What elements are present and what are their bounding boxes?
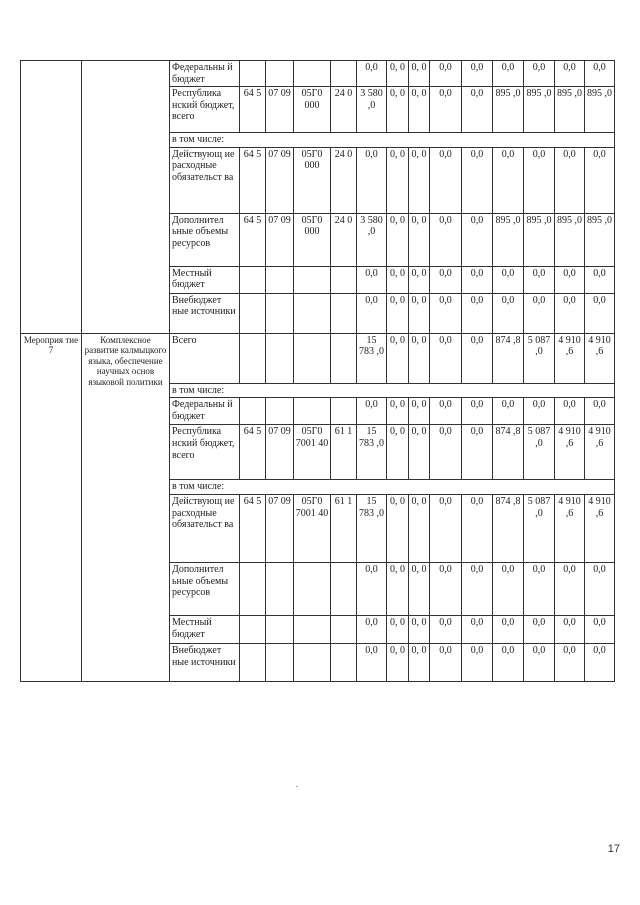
value-cell	[331, 61, 357, 87]
value-cell: 05Г0 7001 40	[294, 494, 331, 562]
value-cell: 0,0	[555, 61, 585, 87]
value-cell	[331, 398, 357, 425]
value-cell: 0,0	[555, 266, 585, 293]
value-cell: 874 ,8	[493, 425, 524, 480]
value-cell: 0,0	[524, 398, 555, 425]
value-cell	[331, 266, 357, 293]
value-cell: 15 783 ,0	[357, 494, 387, 562]
value-cell	[266, 293, 294, 333]
value-cell	[266, 562, 294, 615]
value-cell	[240, 293, 266, 333]
value-cell: 64 5	[240, 425, 266, 480]
value-cell: 0, 0	[387, 266, 409, 293]
value-cell: 0,0	[493, 398, 524, 425]
value-cell: 0,0	[585, 266, 615, 293]
value-cell: 0,0	[430, 147, 462, 213]
value-cell: 24 0	[331, 87, 357, 133]
value-cell: 0, 0	[387, 562, 409, 615]
value-cell: 0,0	[357, 562, 387, 615]
value-cell: 895 ,0	[524, 87, 555, 133]
value-cell: 0, 0	[387, 494, 409, 562]
row-label: Дополнител ьные объемы ресурсов	[170, 562, 240, 615]
value-cell: 0,0	[524, 293, 555, 333]
value-cell: 4 910 ,6	[555, 425, 585, 480]
row-label: в том числе:	[170, 480, 615, 495]
row-label: в том числе:	[170, 383, 615, 398]
value-cell: 05Г0 000	[294, 147, 331, 213]
value-cell	[266, 398, 294, 425]
value-cell: 874 ,8	[493, 494, 524, 562]
value-cell: 0,0	[524, 562, 555, 615]
value-cell: 0,0	[555, 293, 585, 333]
value-cell: 0,0	[493, 562, 524, 615]
value-cell: 0,0	[430, 562, 462, 615]
value-cell: 895 ,0	[493, 87, 524, 133]
value-cell: 0, 0	[387, 147, 409, 213]
row-label: Внебюджет ные источники	[170, 293, 240, 333]
row-label: Федеральны й бюджет	[170, 61, 240, 87]
value-cell: 61 1	[331, 494, 357, 562]
value-cell: 0,0	[462, 562, 493, 615]
value-cell: 0, 0	[387, 293, 409, 333]
value-cell	[294, 266, 331, 293]
value-cell: 0, 0	[409, 213, 430, 266]
value-cell: 64 5	[240, 147, 266, 213]
value-cell: 0, 0	[387, 61, 409, 87]
value-cell: 0,0	[493, 615, 524, 643]
value-cell: 895 ,0	[524, 213, 555, 266]
value-cell	[294, 615, 331, 643]
value-cell: 895 ,0	[555, 87, 585, 133]
value-cell: 0,0	[585, 398, 615, 425]
value-cell: 5 087 ,0	[524, 425, 555, 480]
value-cell: 0,0	[430, 293, 462, 333]
value-cell: 0,0	[462, 266, 493, 293]
value-cell: 0,0	[585, 615, 615, 643]
value-cell: 0, 0	[409, 266, 430, 293]
value-cell: 3 580 ,0	[357, 87, 387, 133]
value-cell: 0, 0	[387, 425, 409, 480]
value-cell: 0, 0	[409, 147, 430, 213]
value-cell: 0, 0	[409, 615, 430, 643]
value-cell: 0, 0	[409, 293, 430, 333]
value-cell: 0, 0	[387, 87, 409, 133]
value-cell	[294, 61, 331, 87]
value-cell: 0,0	[462, 61, 493, 87]
value-cell: 15 783 ,0	[357, 425, 387, 480]
value-cell: 0, 0	[409, 643, 430, 681]
value-cell	[240, 266, 266, 293]
value-cell: 0,0	[462, 87, 493, 133]
value-cell: 5 087 ,0	[524, 333, 555, 383]
value-cell: 0, 0	[409, 87, 430, 133]
value-cell: 05Г0 000	[294, 87, 331, 133]
value-cell: 0,0	[430, 266, 462, 293]
value-cell	[266, 615, 294, 643]
value-cell	[331, 333, 357, 383]
value-cell: 0,0	[585, 61, 615, 87]
value-cell: 0,0	[493, 293, 524, 333]
value-cell: 4 910 ,6	[585, 494, 615, 562]
value-cell: 0,0	[357, 266, 387, 293]
value-cell: 0, 0	[409, 61, 430, 87]
value-cell: 0, 0	[387, 213, 409, 266]
value-cell: 0,0	[585, 147, 615, 213]
value-cell: 0,0	[462, 494, 493, 562]
value-cell: 15 783 ,0	[357, 333, 387, 383]
value-cell: 0,0	[462, 293, 493, 333]
value-cell	[240, 333, 266, 383]
value-cell: 0, 0	[409, 494, 430, 562]
table-row	[21, 61, 615, 87]
value-cell	[240, 643, 266, 681]
value-cell: 24 0	[331, 213, 357, 266]
value-cell: 0,0	[462, 213, 493, 266]
value-cell	[240, 398, 266, 425]
scan-speck	[296, 786, 298, 787]
value-cell: 3 580 ,0	[357, 213, 387, 266]
value-cell	[331, 562, 357, 615]
value-cell	[294, 398, 331, 425]
value-cell: 0,0	[357, 615, 387, 643]
row-label: Всего	[170, 333, 240, 383]
value-cell: 0, 0	[409, 562, 430, 615]
row-label: Действующ ие расходные обязательст ва	[170, 147, 240, 213]
value-cell	[240, 61, 266, 87]
value-cell: 0,0	[357, 147, 387, 213]
value-cell	[266, 643, 294, 681]
value-cell: 0,0	[555, 562, 585, 615]
value-cell	[240, 615, 266, 643]
value-cell: 0,0	[493, 147, 524, 213]
value-cell: 0, 0	[387, 333, 409, 383]
value-cell: 05Г0 7001 40	[294, 425, 331, 480]
row-label: Федеральны й бюджет	[170, 398, 240, 425]
value-cell: 0,0	[357, 61, 387, 87]
value-cell: 4 910 ,6	[585, 425, 615, 480]
value-cell: 64 5	[240, 494, 266, 562]
value-cell: 0, 0	[387, 615, 409, 643]
value-cell	[266, 61, 294, 87]
value-cell: 0,0	[430, 87, 462, 133]
value-cell: 0,0	[462, 615, 493, 643]
row-label: Внебюджет ные источники	[170, 643, 240, 681]
value-cell	[331, 643, 357, 681]
value-cell: 0,0	[462, 398, 493, 425]
value-cell: 0, 0	[387, 398, 409, 425]
value-cell: 05Г0 000	[294, 213, 331, 266]
value-cell: 0,0	[357, 398, 387, 425]
value-cell: 4 910 ,6	[585, 333, 615, 383]
value-cell: 0,0	[357, 293, 387, 333]
value-cell: 0,0	[430, 494, 462, 562]
budget-table	[20, 60, 615, 682]
row-label: Действующ ие расходные обязательст ва	[170, 494, 240, 562]
value-cell: 24 0	[331, 147, 357, 213]
value-cell: 07 09	[266, 147, 294, 213]
value-cell: 895 ,0	[555, 213, 585, 266]
value-cell: 874 ,8	[493, 333, 524, 383]
row-label: в том числе:	[170, 133, 615, 148]
value-cell: 0,0	[430, 643, 462, 681]
value-cell	[266, 266, 294, 293]
value-cell: 0,0	[555, 643, 585, 681]
value-cell	[331, 293, 357, 333]
value-cell: 0,0	[493, 61, 524, 87]
value-cell: 0,0	[430, 398, 462, 425]
value-cell: 0,0	[430, 333, 462, 383]
value-cell	[294, 333, 331, 383]
value-cell: 07 09	[266, 425, 294, 480]
value-cell: 07 09	[266, 494, 294, 562]
value-cell: 0,0	[585, 293, 615, 333]
value-cell: 895 ,0	[493, 213, 524, 266]
value-cell: 0,0	[524, 61, 555, 87]
value-cell: 0,0	[493, 643, 524, 681]
value-cell: 0, 0	[409, 425, 430, 480]
value-cell	[331, 615, 357, 643]
value-cell: 61 1	[331, 425, 357, 480]
description-cell	[82, 61, 170, 334]
value-cell: 0,0	[462, 147, 493, 213]
page-number: 17	[607, 843, 620, 855]
value-cell: 0,0	[462, 425, 493, 480]
value-cell: 895 ,0	[585, 87, 615, 133]
value-cell	[240, 562, 266, 615]
value-cell: 5 087 ,0	[524, 494, 555, 562]
row-label: Республика нский бюджет, всего	[170, 425, 240, 480]
value-cell: 07 09	[266, 213, 294, 266]
value-cell: 0,0	[524, 147, 555, 213]
value-cell: 0, 0	[409, 333, 430, 383]
value-cell: 0,0	[524, 615, 555, 643]
measure-cell: Мероприя тие 7	[21, 333, 82, 681]
value-cell	[294, 643, 331, 681]
value-cell: 0,0	[430, 61, 462, 87]
value-cell: 0,0	[524, 266, 555, 293]
value-cell: 0,0	[462, 333, 493, 383]
value-cell	[294, 293, 331, 333]
description-cell: Комплексное развитие калмыцкого языка, обеспечение научных основ языковой политики	[82, 333, 170, 681]
row-label: Местный бюджет	[170, 615, 240, 643]
value-cell: 0,0	[555, 398, 585, 425]
value-cell: 4 910 ,6	[555, 333, 585, 383]
value-cell: 0,0	[585, 643, 615, 681]
value-cell: 64 5	[240, 213, 266, 266]
value-cell: 0,0	[585, 562, 615, 615]
row-label: Республика нский бюджет, всего	[170, 87, 240, 133]
measure-cell	[21, 61, 82, 334]
table-row	[21, 333, 615, 383]
value-cell: 4 910 ,6	[555, 494, 585, 562]
value-cell: 0,0	[462, 643, 493, 681]
row-label: Местный бюджет	[170, 266, 240, 293]
value-cell: 0,0	[430, 213, 462, 266]
value-cell: 64 5	[240, 87, 266, 133]
value-cell: 07 09	[266, 87, 294, 133]
value-cell: 0,0	[524, 643, 555, 681]
value-cell: 0,0	[357, 643, 387, 681]
value-cell: 0,0	[555, 615, 585, 643]
value-cell: 0,0	[430, 425, 462, 480]
value-cell: 0,0	[555, 147, 585, 213]
value-cell: 0, 0	[387, 643, 409, 681]
value-cell: 0,0	[430, 615, 462, 643]
value-cell	[266, 333, 294, 383]
table-body	[21, 61, 615, 682]
row-label: Дополнител ьные объемы ресурсов	[170, 213, 240, 266]
value-cell	[294, 562, 331, 615]
value-cell: 895 ,0	[585, 213, 615, 266]
value-cell: 0,0	[493, 266, 524, 293]
value-cell: 0, 0	[409, 398, 430, 425]
